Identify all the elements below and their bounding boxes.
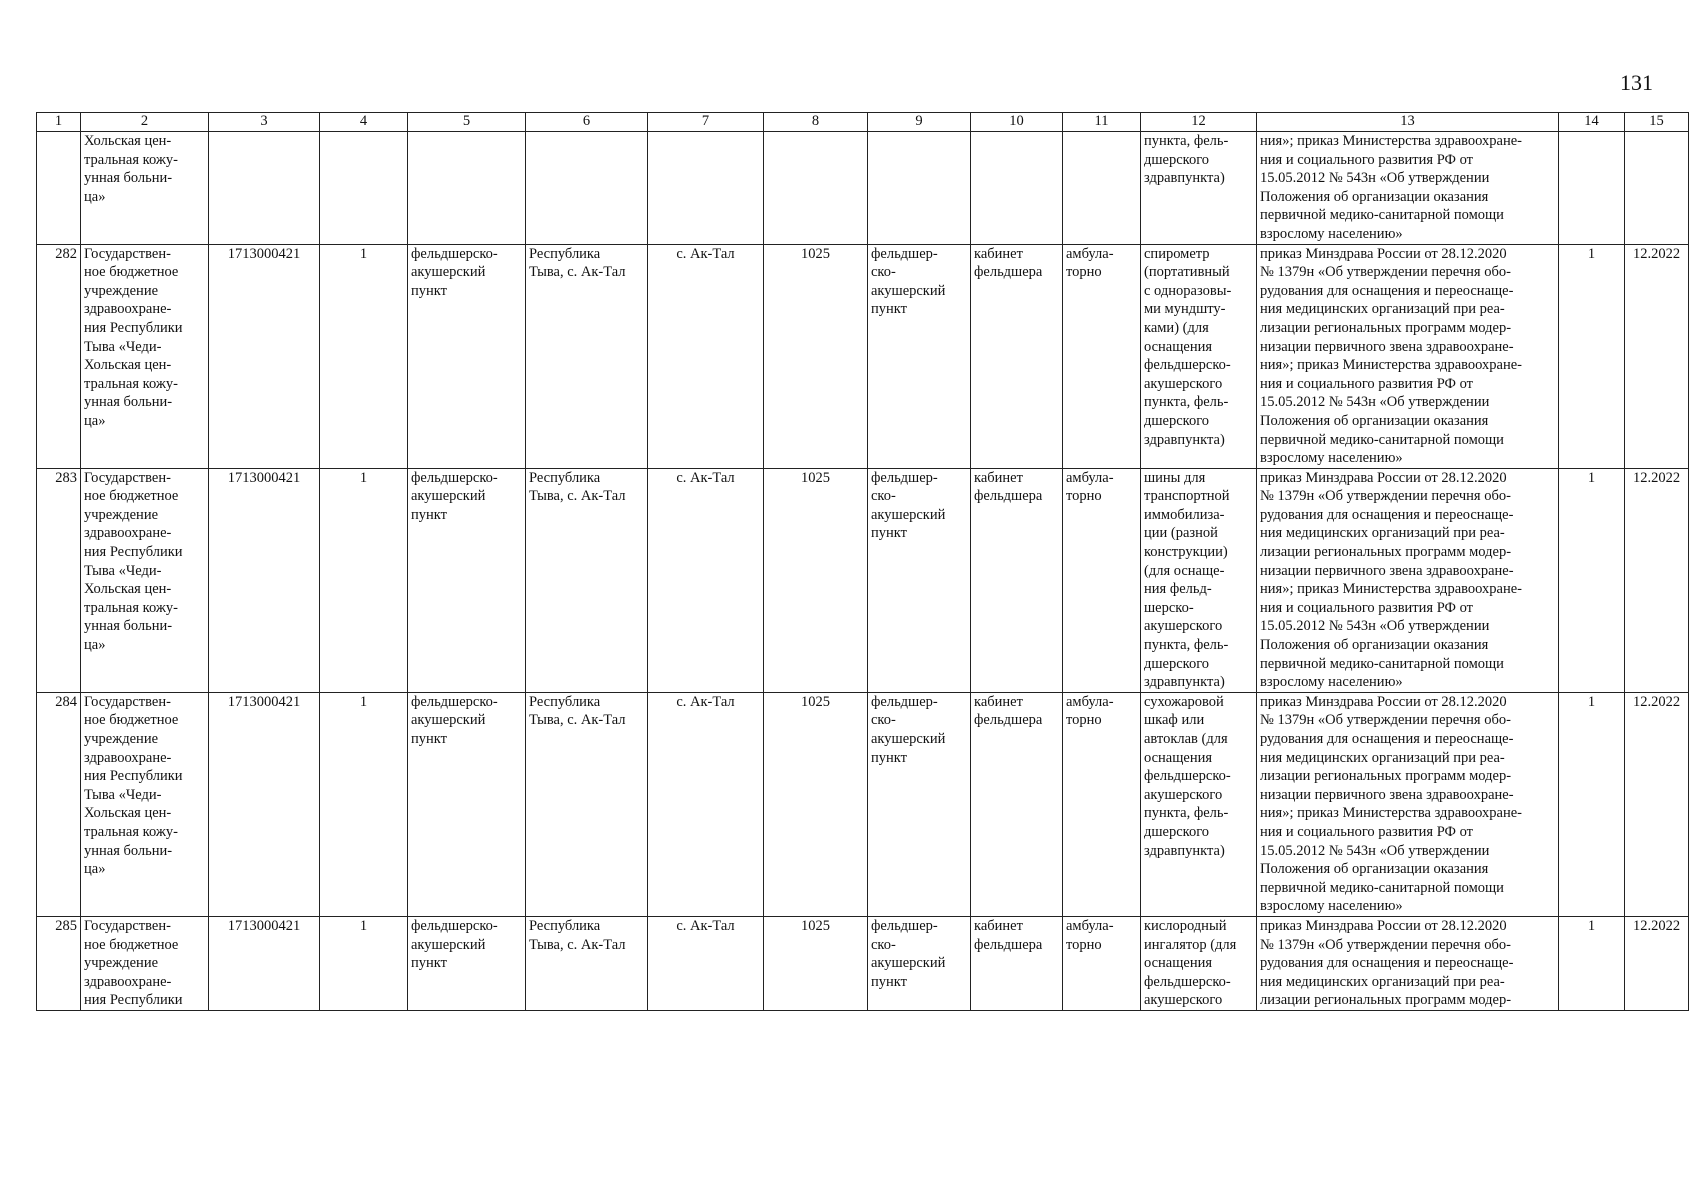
code: 1025 [764, 916, 868, 1010]
count [320, 132, 408, 245]
room-text: кабинет фельдшера [974, 245, 1043, 281]
legal-basis-text: приказ Минздрава России от 28.12.2020 № 1379н «Об утверждении перечня обо- рудования для оснащения и переоснаще- ния медицинских организаций при реа- лизации региональных программ модер- низации первичного звена здравоохране- ния»; приказ Министерства здравоохране- ния и социального развития РФ от 15.05.2012 № 543н «Об утверждении Положения об организации оказания первичной медико-санитарной помощи взрослому населению» [1260, 245, 1522, 467]
unit [868, 132, 971, 245]
locality: с. Ак-Тал [648, 916, 764, 1010]
legal-basis [1257, 916, 1559, 1010]
column-header: 2 [81, 113, 209, 132]
due-date: 12.2022 [1625, 244, 1689, 468]
care-mode [1063, 916, 1141, 1010]
due-date: 12.2022 [1625, 468, 1689, 692]
address [526, 132, 648, 245]
care-mode-text: амбула- торно [1066, 469, 1114, 505]
legal-basis [1257, 244, 1559, 468]
legal-basis-text: ния»; приказ Министерства здравоохране- ния и социального развития РФ от 15.05.2012 № 543н «Об утверждении Положения об организации оказания первичной медико-санитарной помощи взрослому населению» [1260, 133, 1522, 242]
inn: 1713000421 [209, 916, 320, 1010]
column-header: 9 [868, 113, 971, 132]
room [971, 692, 1063, 916]
equipment [1141, 132, 1257, 245]
legal-basis-text: приказ Минздрава России от 28.12.2020 № 1379н «Об утверждении перечня обо- рудования для оснащения и переоснаще- ния медицинских организаций при реа- лизации региональных программ модер- [1260, 917, 1514, 1009]
organization-name [81, 692, 209, 916]
facility-type [408, 132, 526, 245]
column-header: 1 [37, 113, 81, 132]
care-mode [1063, 132, 1141, 245]
code: 1025 [764, 468, 868, 692]
room-text: кабинет фельдшера [974, 693, 1043, 729]
organization-name [81, 916, 209, 1010]
quantity: 1 [1559, 244, 1625, 468]
unit [868, 692, 971, 916]
room-text: кабинет фельдшера [974, 469, 1043, 505]
due-date: 12.2022 [1625, 916, 1689, 1010]
legal-basis-text: приказ Минздрава России от 28.12.2020 № 1379н «Об утверждении перечня обо- рудования для оснащения и переоснаще- ния медицинских организаций при реа- лизации региональных программ модер- низации первичного звена здравоохране- ния»; приказ Министерства здравоохране- ния и социального развития РФ от 15.05.2012 № 543н «Об утверждении Положения об организации оказания первичной медико-санитарной помощи взрослому населению» [1260, 469, 1522, 691]
facility-type-text: фельдшерско- акушерский пункт [411, 469, 498, 523]
column-header: 5 [408, 113, 526, 132]
locality: с. Ак-Тал [648, 692, 764, 916]
organization-name-text: Хольская цен- тральная кожу- унная больни- ца» [84, 133, 178, 205]
code: 1025 [764, 692, 868, 916]
room [971, 132, 1063, 245]
address [526, 244, 648, 468]
address [526, 916, 648, 1010]
table-row [37, 692, 1689, 916]
table-row [37, 916, 1689, 1010]
quantity: 1 [1559, 916, 1625, 1010]
address [526, 692, 648, 916]
organization-name [81, 244, 209, 468]
organization-name-text: Государствен- ное бюджетное учреждение здравоохране- ния Республики Тыва «Чеди- Хольская цен- тральная кожу- унная больни- ца» [84, 245, 183, 429]
unit [868, 468, 971, 692]
organization-name [81, 132, 209, 245]
column-header: 12 [1141, 113, 1257, 132]
quantity: 1 [1559, 692, 1625, 916]
address-text: Республика Тыва, с. Ак-Тал [529, 693, 626, 729]
care-mode-text: амбула- торно [1066, 245, 1114, 281]
column-header: 3 [209, 113, 320, 132]
address [526, 468, 648, 692]
address-text: Республика Тыва, с. Ак-Тал [529, 469, 626, 505]
locality [648, 132, 764, 245]
legal-basis-text: приказ Минздрава России от 28.12.2020 № 1379н «Об утверждении перечня обо- рудования для оснащения и переоснаще- ния медицинских организаций при реа- лизации региональных программ модер- низации первичного звена здравоохране- ния»; приказ Министерства здравоохране- ния и социального развития РФ от 15.05.2012 № 543н «Об утверждении Положения об организации оказания первичной медико-санитарной помощи взрослому населению» [1260, 693, 1522, 915]
organization-name-text: Государствен- ное бюджетное учреждение здравоохране- ния Республики Тыва «Чеди- Хольская цен- тральная кожу- унная больни- ца» [84, 693, 183, 878]
column-header: 14 [1559, 113, 1625, 132]
code: 1025 [764, 244, 868, 468]
table-row [37, 132, 1689, 245]
row-number: 282 [37, 244, 81, 468]
legal-basis [1257, 692, 1559, 916]
page-number: 131 [1620, 70, 1653, 95]
unit-text: фельдшер- ско- акушерский пункт [871, 245, 946, 318]
row-number [37, 132, 81, 245]
facility-type-text: фельдшерско- акушерский пункт [411, 917, 498, 972]
facility-type-text: фельдшерско- акушерский пункт [411, 693, 498, 747]
column-header: 8 [764, 113, 868, 132]
table-row [37, 244, 1689, 468]
column-header: 11 [1063, 113, 1141, 132]
count: 1 [320, 468, 408, 692]
row-number: 283 [37, 468, 81, 692]
table-row [37, 468, 1689, 692]
organization-name [81, 468, 209, 692]
address-text: Республика Тыва, с. Ак-Тал [529, 917, 626, 953]
due-date [1625, 132, 1689, 245]
care-mode-text: амбула- торно [1066, 917, 1114, 953]
room [971, 468, 1063, 692]
organization-name-text: Государствен- ное бюджетное учреждение здравоохране- ния Республики Тыва «Чеди- Хольская цен- тральная кожу- унная больни- ца» [84, 469, 183, 654]
inn: 1713000421 [209, 468, 320, 692]
column-header: 13 [1257, 113, 1559, 132]
row-number: 285 [37, 916, 81, 1010]
column-header: 6 [526, 113, 648, 132]
equipment-text: кислородный ингалятор (для оснащения фельдшерско- акушерского [1144, 917, 1237, 1009]
column-header: 4 [320, 113, 408, 132]
facility-type [408, 692, 526, 916]
code [764, 132, 868, 245]
room [971, 916, 1063, 1010]
equipment [1141, 468, 1257, 692]
unit-text: фельдшер- ско- акушерский пункт [871, 693, 946, 766]
inn: 1713000421 [209, 244, 320, 468]
unit [868, 244, 971, 468]
row-number: 284 [37, 692, 81, 916]
quantity [1559, 132, 1625, 245]
count: 1 [320, 244, 408, 468]
header-row [37, 113, 1689, 132]
inn [209, 132, 320, 245]
locality: с. Ак-Тал [648, 468, 764, 692]
due-date: 12.2022 [1625, 692, 1689, 916]
equipment-text: спирометр (портативный с одноразовы- ми мундшту- ками) (для оснащения фельдшерско- акушерского пункта, фель- дшерского здравпункта) [1144, 245, 1232, 448]
equipment [1141, 692, 1257, 916]
unit [868, 916, 971, 1010]
care-mode [1063, 244, 1141, 468]
facility-type [408, 468, 526, 692]
equipment-text: шины для транспортной иммобилиза- ции (разной конструкции) (для оснаще- ния фельд- шерско- акушерского пункта, фель- дшерского здравпункта) [1144, 469, 1230, 691]
equipment-text: пункта, фель- дшерского здравпункта) [1144, 133, 1229, 187]
equipment [1141, 916, 1257, 1010]
care-mode [1063, 468, 1141, 692]
facility-type [408, 916, 526, 1010]
care-mode-text: амбула- торно [1066, 693, 1114, 729]
room-text: кабинет фельдшера [974, 917, 1043, 953]
column-header: 15 [1625, 113, 1689, 132]
count: 1 [320, 692, 408, 916]
column-header: 7 [648, 113, 764, 132]
facility-type-text: фельдшерско- акушерский пункт [411, 245, 498, 299]
legal-basis [1257, 132, 1559, 245]
equipment [1141, 244, 1257, 468]
unit-text: фельдшер- ско- акушерский пункт [871, 469, 946, 542]
equipment-registry-table [36, 112, 1689, 1011]
column-header: 10 [971, 113, 1063, 132]
room [971, 244, 1063, 468]
care-mode [1063, 692, 1141, 916]
facility-type [408, 244, 526, 468]
equipment-text: сухожаровой шкаф или автоклав (для оснащения фельдшерско- акушерского пункта, фель- дшерского здравпункта) [1144, 693, 1231, 859]
count: 1 [320, 916, 408, 1010]
unit-text: фельдшер- ско- акушерский пункт [871, 917, 946, 990]
locality: с. Ак-Тал [648, 244, 764, 468]
address-text: Республика Тыва, с. Ак-Тал [529, 245, 626, 281]
quantity: 1 [1559, 468, 1625, 692]
organization-name-text: Государствен- ное бюджетное учреждение здравоохране- ния Республики [84, 917, 183, 1009]
inn: 1713000421 [209, 692, 320, 916]
legal-basis [1257, 468, 1559, 692]
